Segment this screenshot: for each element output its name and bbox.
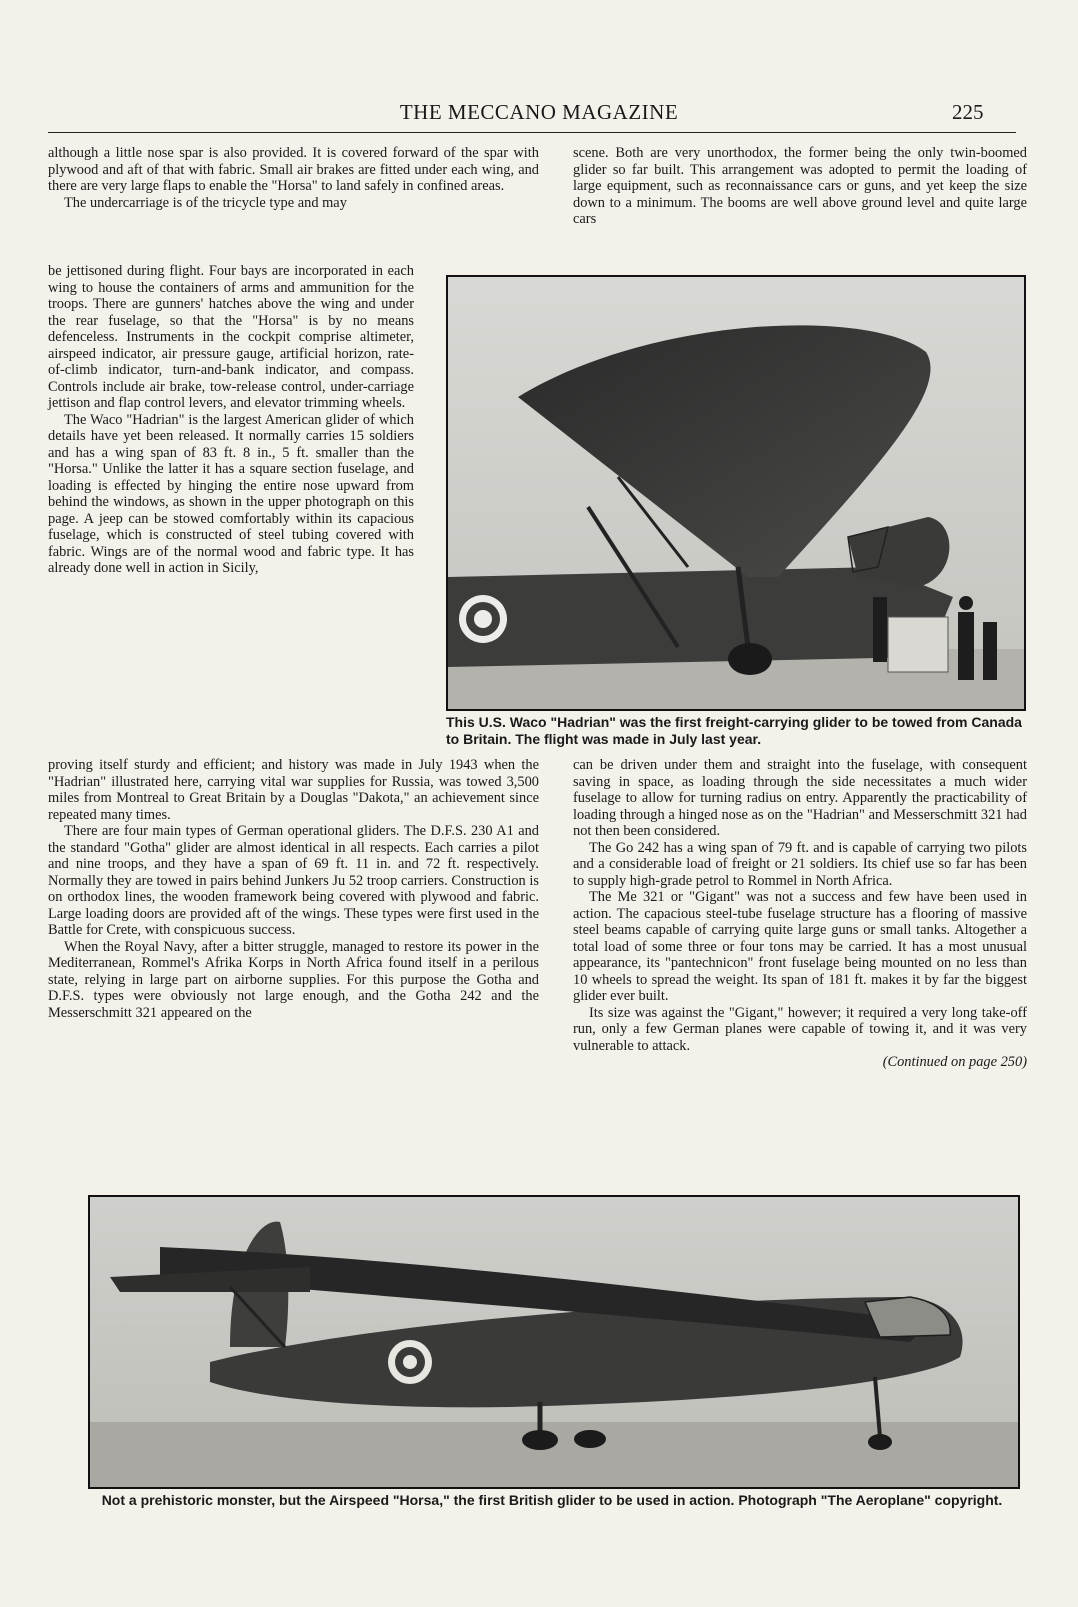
page-number: 225 bbox=[952, 100, 984, 124]
article-column-1-bottom bbox=[48, 757, 539, 1021]
paragraph: although a little nose spar is also provided. It is covered forward of the spar with plywood and aft of that with fabric. Small air brakes are fitted under each wing, and there are very large flaps to enable the "Horsa" to land safely in confined areas. bbox=[48, 145, 539, 194]
paragraph: The undercarriage is of the tricycle type and may bbox=[64, 194, 347, 211]
caption-upper-photo: This U.S. Waco "Hadrian" was the first freight-carrying glider to be towed from Canada to Britain. The flight was made in July last year. bbox=[446, 714, 1022, 747]
paragraph: The Me 321 or "Gigant" was not a success and few have been used in action. The capacious steel-tube fuselage structure has a flooring of massive steel beams capable of carrying quite large guns or small tanks. Altogether a total load of some three or four tons may be carried. It has a most unusual appearance, its "pantechnicon" front fuselage being mounted on no less than 10 wheels to spread the weight. Its span of 181 ft. makes it by far the biggest glider ever built. bbox=[573, 889, 1027, 1004]
article-column-narrow bbox=[48, 263, 414, 577]
paragraph: proving itself sturdy and efficient; and history was made in July 1943 when the "Hadrian" illustrated here, carrying vital war supplies for Russia, was towed 3,500 miles from Montreal to Great Britain by a Douglas "Dakota," an achievement since repeated many times. bbox=[48, 757, 539, 823]
continued-note: (Continued on page 250) bbox=[882, 1054, 1027, 1070]
article-column-2-top bbox=[573, 145, 1027, 228]
paragraph: be jettisoned during flight. Four bays are incorporated in each wing to house the containers of arms and ammunition for the troops. There are gunners' hatches above the wing and under the rear fuselage, so that the "Horsa" is by no means defenceless. Instruments in the cockpit comprise altimeter, airspeed indicator, air pressure gauge, artificial horizon, rate-of-climb indicator, turn-and-bank indicator, and compass. Controls include air brake, tow-release control, under-carriage jettison and flap control levers, and elevator trimming wheels. bbox=[48, 263, 414, 411]
paragraph: scene. Both are very unorthodox, the former being the only twin-boomed glider so far built. This arrangement was adopted to permit the loading of large equipment, such as reconnaissance cars or guns, and yet keep the size down to a minimum. The booms are well above ground level and quite large cars bbox=[573, 145, 1027, 227]
caption-lower-photo: Not a prehistoric monster, but the Airspeed "Horsa," the first British glider to be used in action. Photograph "The Aeroplane" copyright. bbox=[101, 1492, 1003, 1508]
paragraph: The Waco "Hadrian" is the largest American glider of which details have yet been released. It normally carries 15 soldiers and has a wing span of 83 ft. 8 in., 5 ft. smaller than the "Horsa." Unlike the latter it has a square section fuselage, and loading is effected by hinging the entire nose upward from behind the windows, as shown in the upper photograph on this page. A jeep can be stowed comfortably within its capacious fuselage, which is constructed of steel tubing covered with fabric. Wings are of the normal wood and fabric type. It has already done well in action in Sicily, bbox=[48, 411, 414, 576]
article-column-1-top bbox=[48, 145, 539, 211]
paragraph: The Go 242 has a wing span of 79 ft. and is capable of carrying two pilots and a considerable load of freight or 21 soldiers. Its chief use so far has been to supply high-grade petrol to Rommel in North Africa. bbox=[573, 839, 1027, 889]
article-column-2-bottom bbox=[573, 757, 1027, 1071]
photo-airspeed-horsa bbox=[88, 1195, 1020, 1489]
running-header-title: THE MECCANO MAGAZINE bbox=[399, 100, 679, 124]
paragraph: There are four main types of German operational gliders. The D.F.S. 230 A1 and the standard "Gotha" glider are almost identical in all respects. Each carries a pilot and nine troops, and they have a span of 69 ft. 11 in. and 72 ft. respectively. Normally they are towed in pairs behind Junkers Ju 52 troop carriers. Construction is on orthodox lines, the wooden framework being covered with plywood and fabric. Large loading doors are provided aft of the wings. These types were first used in the Battle for Crete, with conspicuous success. bbox=[48, 823, 539, 938]
paragraph: When the Royal Navy, after a bitter struggle, managed to restore its power in the Mediterranean, Rommel's Afrika Korps in North Africa found itself in a perilous state, relying in large part on airborne supplies. For this purpose the Gotha and D.F.S. types were obviously not large enough, and the Gotha 242 and the Messerschmitt 321 appeared on the bbox=[48, 938, 539, 1021]
photo-waco-hadrian bbox=[446, 275, 1026, 711]
paragraph: can be driven under them and straight into the fuselage, with consequent saving in space, as loading through the side necessitates a much wider fuselage to allow for turning radius on entry. Apparently the practicability of loading through a hinged nose as on the "Hadrian" and Messerschmitt 321 had not then been considered. bbox=[573, 757, 1027, 839]
paragraph: Its size was against the "Gigant," however; it required a very long take-off run, only a few German planes were capable of towing it, and it was very vulnerable to attack. bbox=[573, 1004, 1027, 1054]
header-rule bbox=[48, 132, 1016, 133]
